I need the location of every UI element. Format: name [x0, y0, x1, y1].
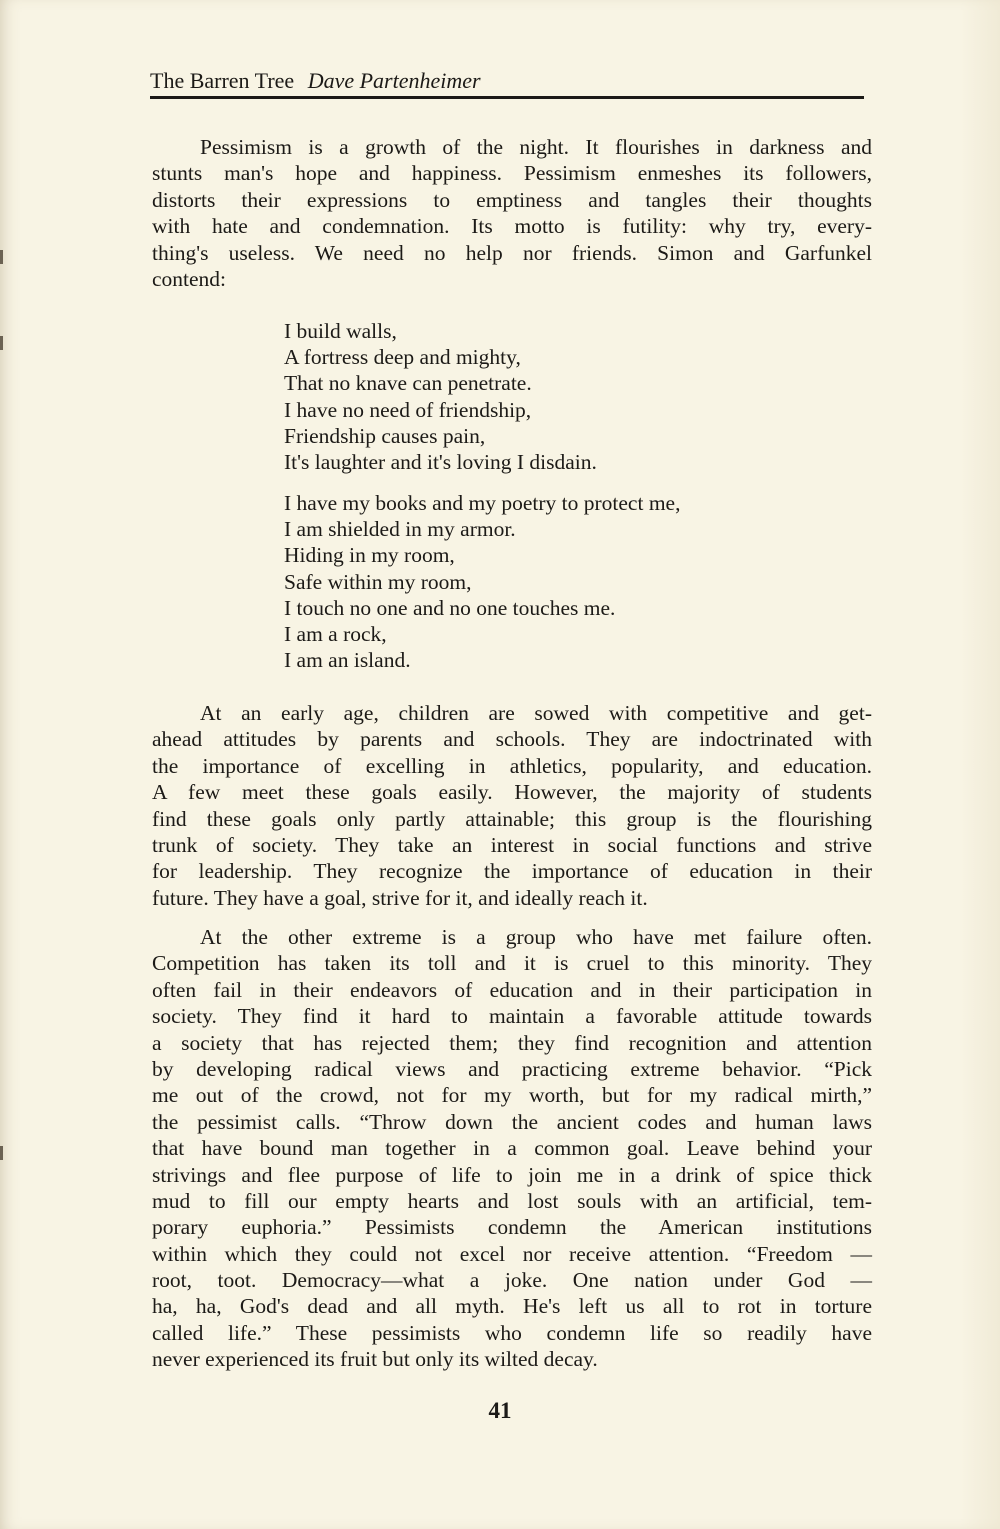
verse-line: I build walls, [284, 319, 397, 343]
text-line: Competition has taken its toll and it is cruel to this minority. They [152, 951, 872, 976]
text-line: contend: [152, 266, 227, 291]
text-line: never experienced its fruit but only its wilted decay. [152, 1347, 598, 1372]
verse-line: I am an island. [284, 648, 411, 673]
verse-line: I have no need of friendship, [284, 397, 532, 422]
binding-mark [0, 336, 3, 350]
text-line: mud to fill our empty hearts and lost souls with an artificial, tem- [152, 1188, 872, 1213]
verse-line: Friendship causes pain, [284, 423, 486, 448]
text-line: a society that has rejected them; they find recognition and attention [152, 1030, 872, 1055]
verse-line: It's laughter and it's loving I disdain. [284, 449, 597, 474]
verse-line: Safe within my room, [284, 569, 472, 594]
verse-line: I am shielded in my armor. [284, 517, 516, 542]
text-line: ha, ha, God's dead and all myth. He's left us all to rot in torture [152, 1294, 872, 1319]
header-title: The Barren Tree [150, 68, 295, 93]
text-line: Pessimism is a growth of the night. It flourishes in darkness and [200, 135, 872, 159]
text-line: root, toot. Democracy—what a joke. One nation under God — [152, 1268, 872, 1293]
running-header [150, 66, 864, 99]
verse-line: That no knave can penetrate. [284, 371, 532, 396]
text-line: future. They have a goal, strive for it, and ideally reach it. [152, 885, 648, 910]
verse-line: Hiding in my room, [284, 543, 455, 568]
verse-line: A fortress deep and mighty, [284, 345, 521, 370]
text-line: within which they could not excel nor receive attention. “Freedom — [152, 1241, 872, 1266]
verse-stanza-1 [284, 318, 844, 475]
text-line: for leadership. They recognize the importance of education in their [152, 859, 872, 884]
text-line: called life.” These pessimists who condemn life so readily have [152, 1320, 872, 1345]
verse-line: I am a rock, [284, 621, 387, 646]
binding-mark [0, 250, 3, 264]
text-line: At the other extreme is a group who have met failure often. [200, 925, 872, 949]
text-line: distorts their expressions to emptiness and tangles their thoughts [152, 187, 872, 212]
verse-stanza-2 [284, 490, 844, 673]
text-line: the importance of excelling in athletics, popularity, and education. [152, 753, 872, 778]
text-line: find these goals only partly attainable; this group is the flourishing [152, 806, 872, 831]
text-line: with hate and condemnation. Its motto is futility: why try, every- [152, 214, 872, 239]
binding-mark [0, 1146, 3, 1160]
text-line: A few meet these goals easily. However, the majority of students [152, 780, 872, 805]
text-line: often fail in their endeavors of education and in their participation in [152, 977, 872, 1002]
text-line: the pessimist calls. “Throw down the ancient codes and human laws [152, 1109, 872, 1134]
page-number: 41 [488, 1398, 512, 1423]
header-author: Dave Partenheimer [307, 68, 481, 93]
paragraph-2 [152, 700, 872, 911]
text-line: that have bound man together in a common goal. Leave behind your [152, 1136, 872, 1161]
verse-line: I touch no one and no one touches me. [284, 595, 616, 620]
text-line: At an early age, children are sowed with competitive and get- [200, 701, 872, 725]
text-line: thing's useless. We need no help nor friends. Simon and Garfunkel [152, 240, 872, 265]
text-line: society. They find it hard to maintain a favorable attitude towards [152, 1004, 872, 1029]
verse-line: I have my books and my poetry to protect me, [284, 491, 681, 515]
text-line: me out of the crowd, not for my worth, but for my radical mirth,” [152, 1083, 872, 1108]
text-line: strivings and flee purpose of life to join me in a drink of spice thick [152, 1162, 872, 1187]
text-line: by developing radical views and practicing extreme behavior. “Pick [152, 1056, 872, 1081]
paragraph-3 [152, 924, 872, 1373]
text-line: stunts man's hope and happiness. Pessimism enmeshes its followers, [152, 161, 872, 186]
text-line: trunk of society. They take an interest in social functions and strive [152, 832, 872, 857]
text-line: ahead attitudes by parents and schools. They are indoctrinated with [152, 727, 872, 752]
paragraph-1 [152, 134, 872, 292]
text-line: porary euphoria.” Pessimists condemn the American institutions [152, 1215, 872, 1240]
